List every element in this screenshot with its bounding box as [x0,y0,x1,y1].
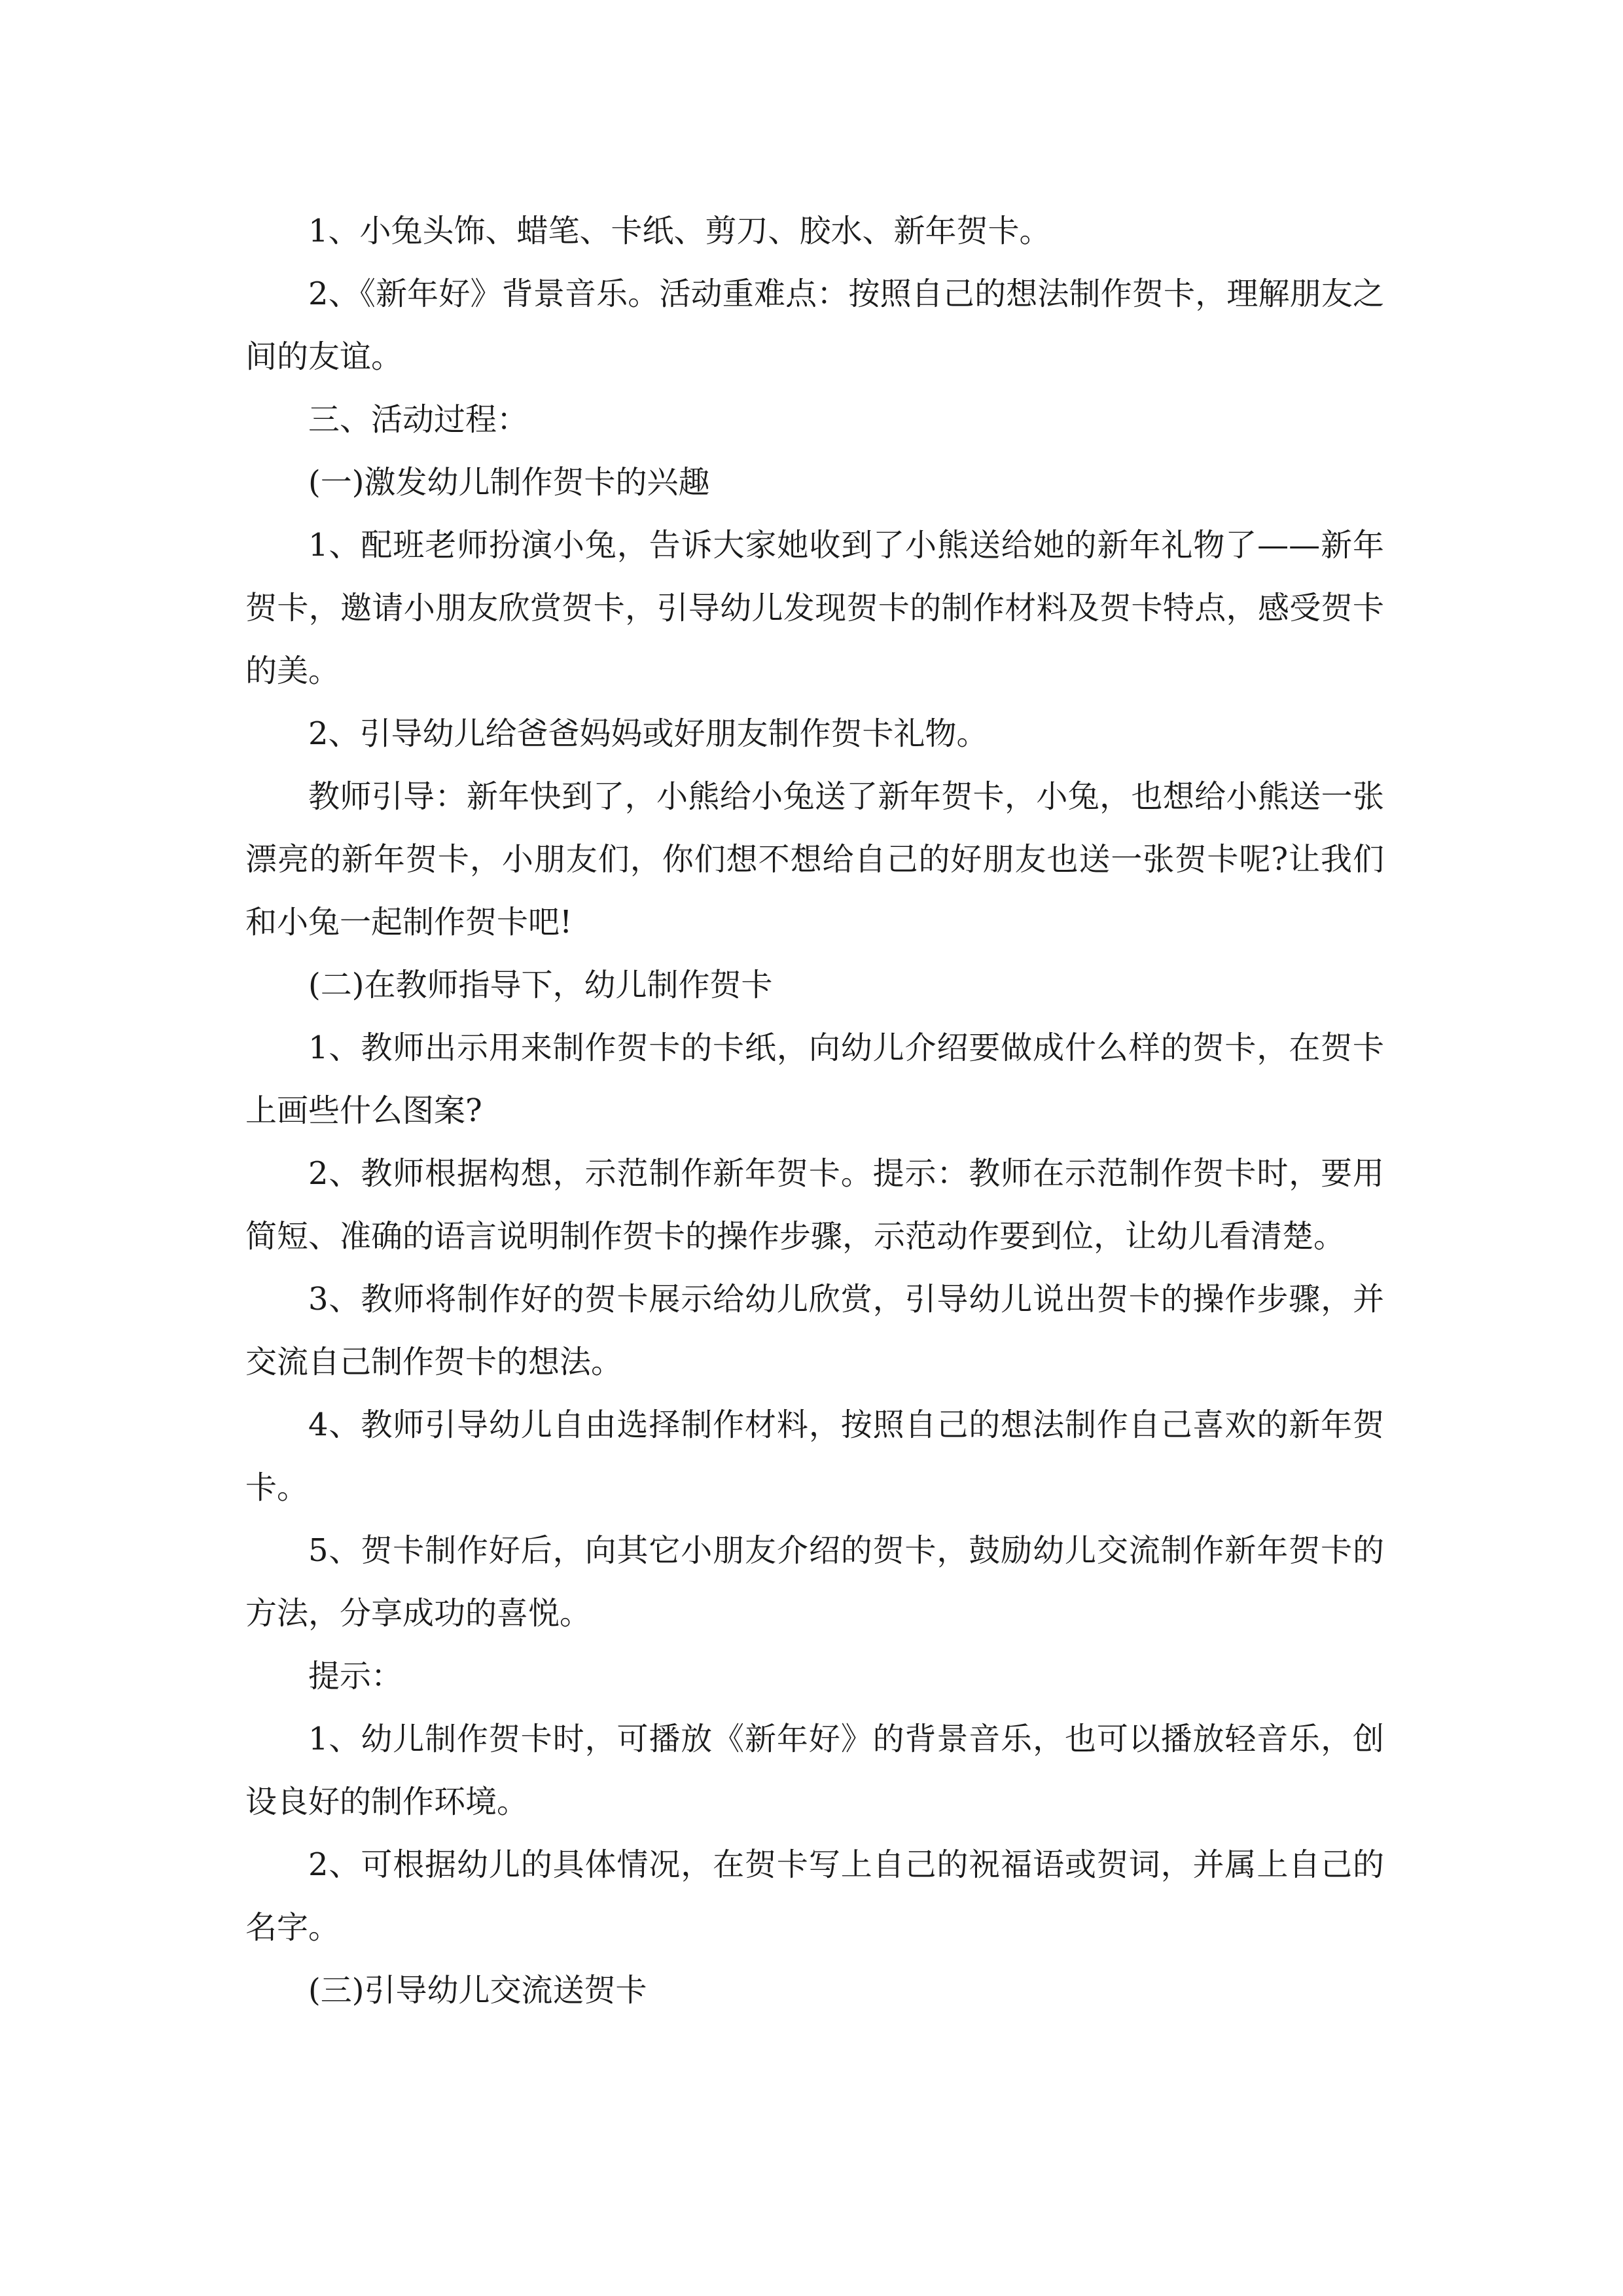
paragraph-2-4: 4、教师引导幼儿自由选择制作材料，按照自己的想法制作自己喜欢的新年贺卡。 [245,1407,1384,1506]
subheading-3: (三)引导幼儿交流送贺卡 [308,1972,647,2009]
paragraph-teacher-guide: 教师引导：新年快到了，小熊给小兔送了新年贺卡，小兔，也想给小熊送一张漂亮的新年贺卡，小朋友们，你们想不想给自己的好朋友也送一张贺卡呢?让我们和小兔一起制作贺卡吧! [245,778,1384,941]
document-body [245,200,1384,2022]
paragraph-2-2: 2、教师根据构想，示范制作新年贺卡。提示：教师在示范制作贺卡时，要用简短、准确的语言说明制作贺卡的操作步骤，示范动作要到位，让幼儿看清楚。 [245,1155,1384,1255]
paragraph-2-5: 5、贺卡制作好后，向其它小朋友介绍的贺卡，鼓励幼儿交流制作新年贺卡的方法，分享成功的喜悦。 [245,1532,1384,1632]
paragraph-2-3: 3、教师将制作好的贺卡展示给幼儿欣赏，引导幼儿说出贺卡的操作步骤，并交流自己制作贺卡的想法。 [245,1281,1384,1380]
paragraph-1-2: 2、引导幼儿给爸爸妈妈或好朋友制作贺卡礼物。 [308,715,988,752]
paragraph-tip-2: 2、可根据幼儿的具体情况，在贺卡写上自己的祝福语或贺词，并属上自己的名字。 [245,1846,1384,1946]
paragraph-music: 2、《新年好》背景音乐。活动重难点：按照自己的想法制作贺卡，理解朋友之间的友谊。 [245,276,1384,375]
subheading-1: (一)激发幼儿制作贺卡的兴趣 [308,464,710,501]
section-heading-process: 三、活动过程： [308,401,529,438]
paragraph-2-1: 1、教师出示用来制作贺卡的卡纸，向幼儿介绍要做成什么样的贺卡，在贺卡上画些什么图案? [245,1030,1384,1129]
paragraph-materials: 1、小兔头饰、蜡笔、卡纸、剪刀、胶水、新年贺卡。 [308,213,1051,249]
paragraph-tip-1: 1、幼儿制作贺卡时，可播放《新年好》的背景音乐，也可以播放轻音乐，创设良好的制作环境。 [245,1721,1384,1820]
paragraph-tip-heading: 提示： [308,1658,403,1695]
paragraph-1-1: 1、配班老师扮演小兔，告诉大家她收到了小熊送给她的新年礼物了——新年贺卡，邀请小朋友欣赏贺卡，引导幼儿发现贺卡的制作材料及贺卡特点，感受贺卡的美。 [245,527,1384,689]
subheading-2: (二)在教师指导下，幼儿制作贺卡 [308,967,773,1003]
